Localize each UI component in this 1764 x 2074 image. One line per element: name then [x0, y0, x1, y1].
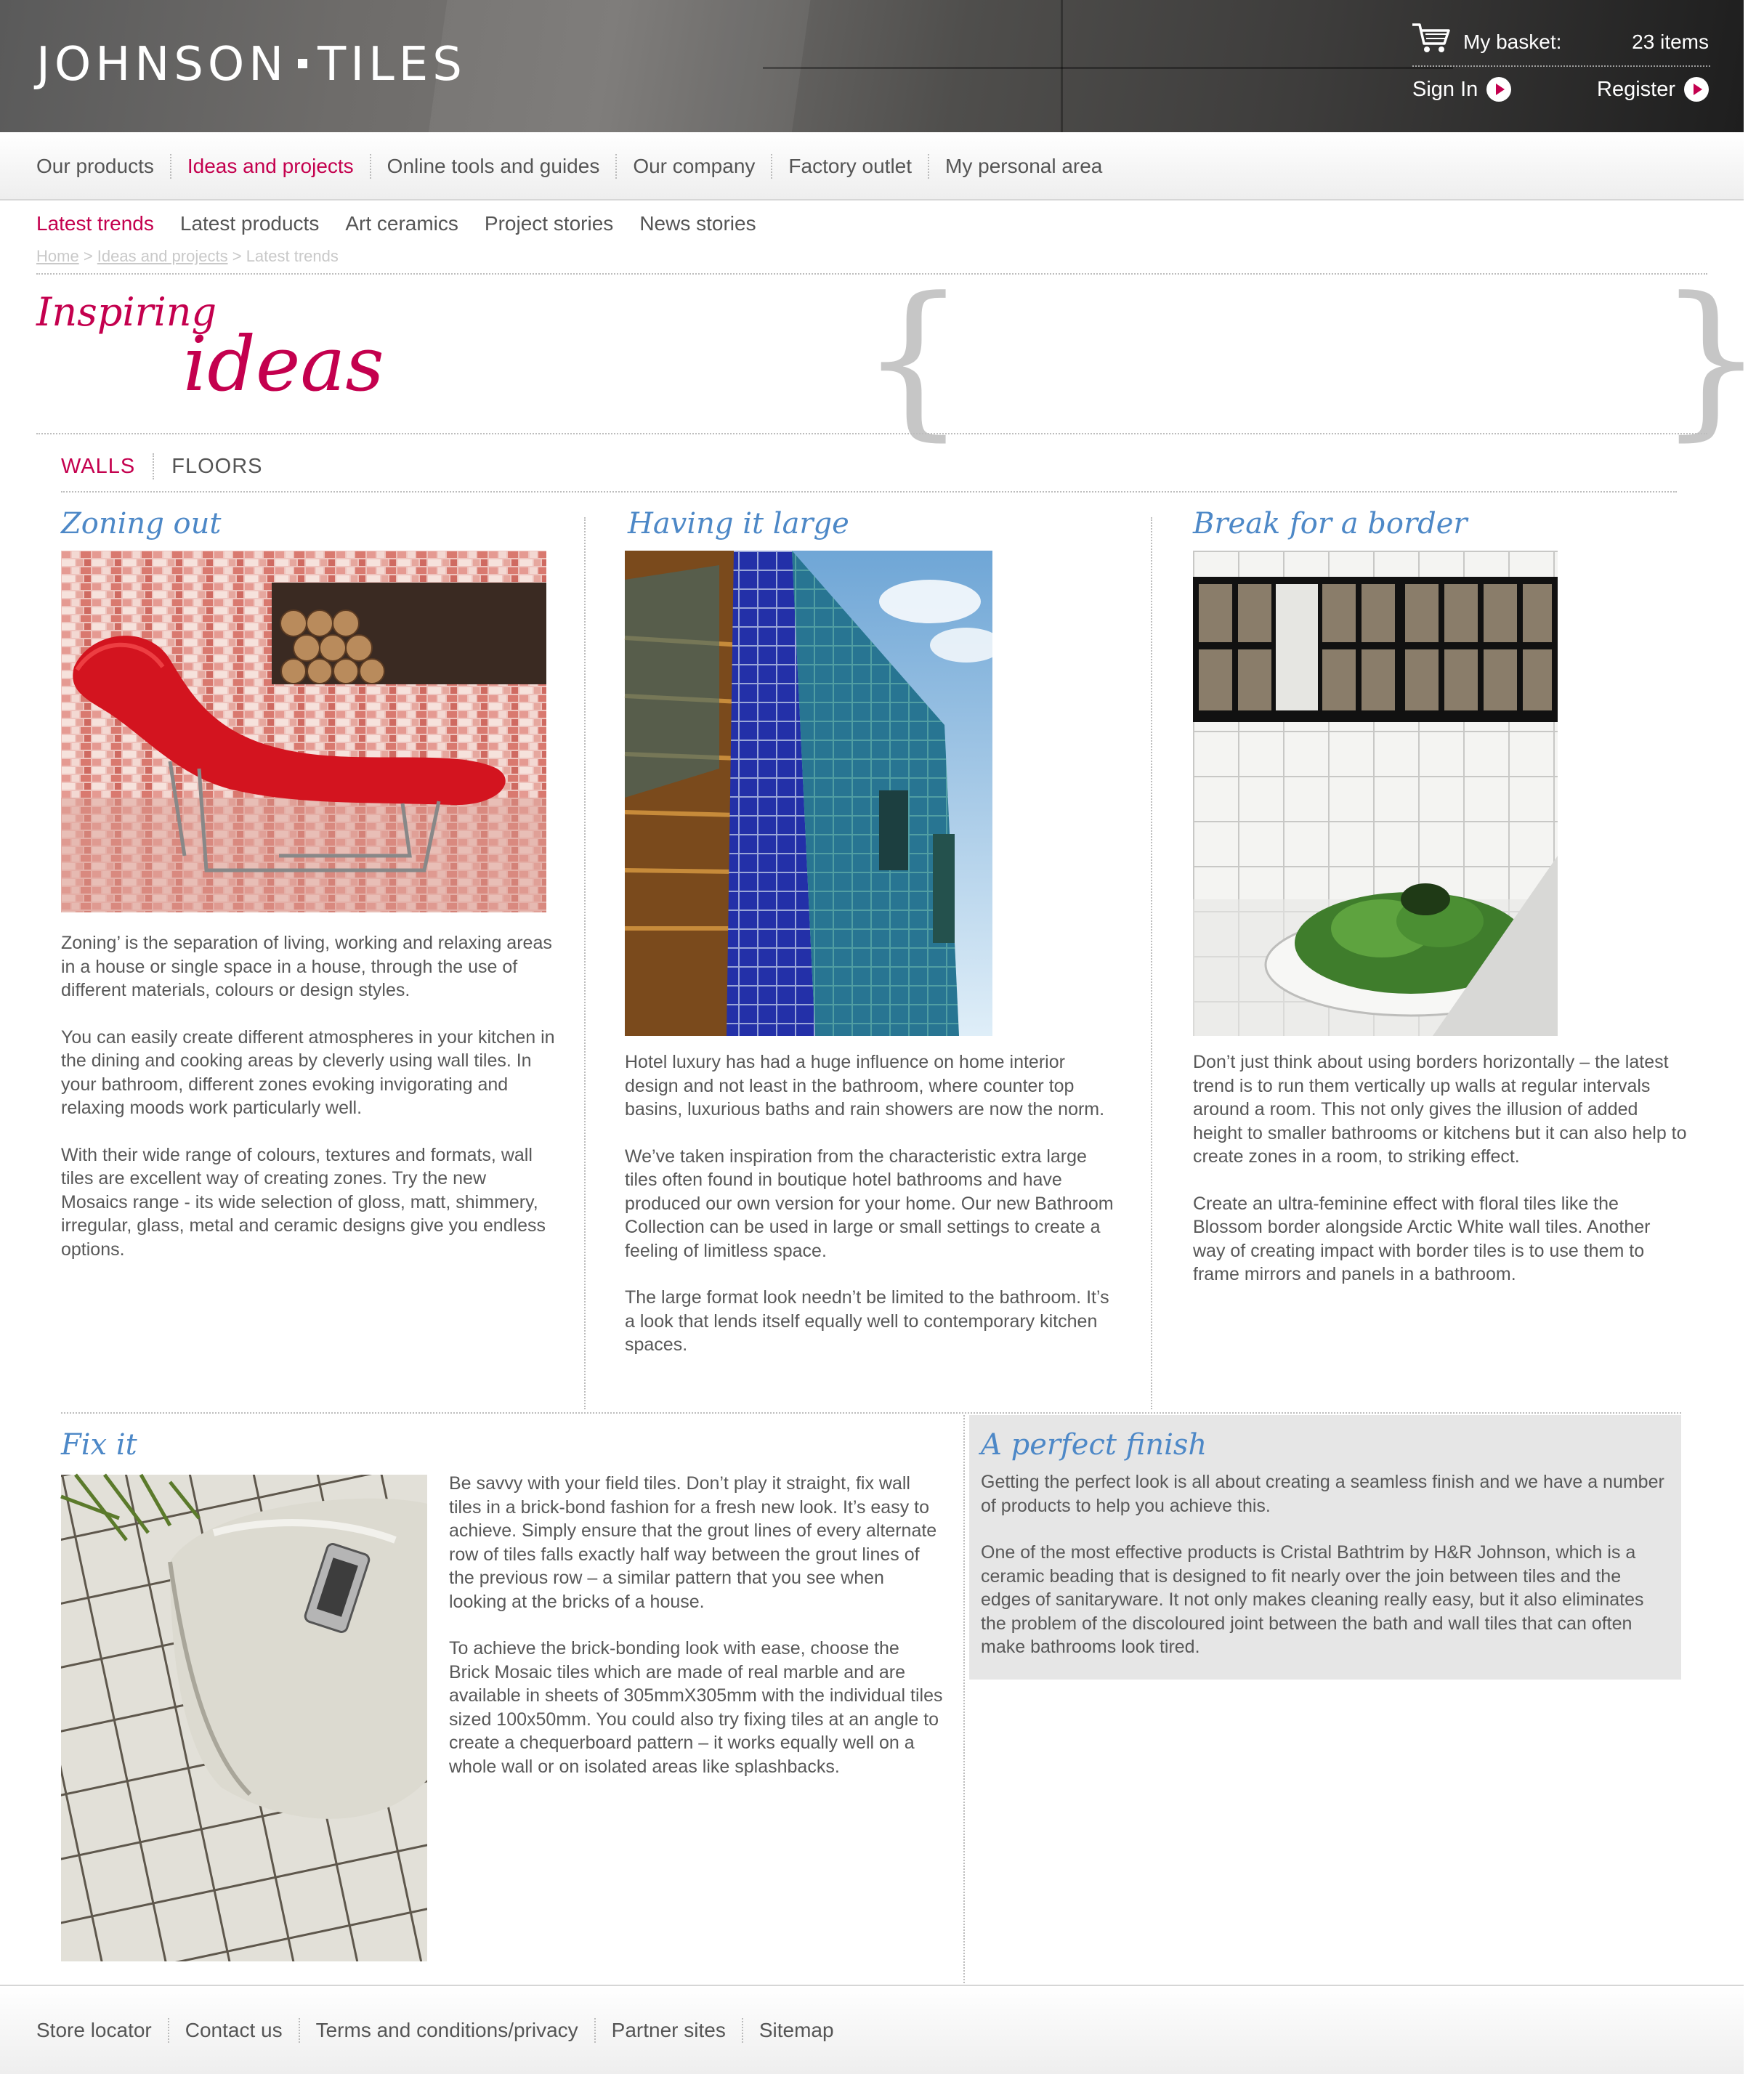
- paragraph: Create an ultra-feminine effect with floral tiles like the Blossom border alongside Arctic White wall tiles. Another way of creating impact with border tiles is to use them to frame mirrors and panels in a bathroom.: [1193, 1193, 1651, 1284]
- basket-icon[interactable]: [1411, 22, 1452, 54]
- site-footer: [0, 1985, 1744, 2074]
- paragraph: You can easily create different atmospheres in your kitchen in the dining and cooking areas by cleverly using wall tiles. In your bathroom, different zones evoking invigorating and relaxing moods work particularly well.: [61, 1026, 555, 1118]
- article-title-border[interactable]: Break for a border: [1193, 507, 1468, 540]
- sign-in-link[interactable]: [1412, 77, 1511, 102]
- footer-store-locator[interactable]: Store locator: [36, 2019, 152, 2041]
- column-divider: [963, 1415, 965, 1983]
- article-body-border: [1193, 1050, 1687, 1310]
- breadcrumb: [36, 247, 339, 266]
- article-title-finish[interactable]: A perfect finish: [981, 1428, 1207, 1462]
- breadcrumb-separator: >: [232, 247, 242, 265]
- logo-dot: [298, 59, 307, 68]
- divider: [36, 433, 1707, 434]
- header-divider: [1412, 65, 1710, 67]
- footer-sitemap[interactable]: Sitemap: [742, 2018, 850, 2043]
- banner-title-large: ideas: [183, 320, 384, 408]
- article-body-zoning: [61, 931, 555, 1284]
- footer-partner-sites[interactable]: Partner sites: [594, 2018, 742, 2043]
- basket-label[interactable]: My basket:: [1463, 31, 1562, 53]
- site-logo[interactable]: [36, 38, 466, 92]
- cushion-and-floor-tiles-image[interactable]: [61, 1475, 427, 1961]
- logo-word-johnson: JOHNSON: [36, 38, 288, 92]
- paragraph: One of the most effective products is Cristal Bathtrim by H&R Johnson, which is a ceramic beading that is designed to fit nearly over the join between tiles and the edges of sanitaryware. It not only makes cleaning really easy, but it also eliminates the problem of the discoloured joint between the bath and wall tiles that can often make bathrooms look tired.: [981, 1542, 1644, 1657]
- paragraph: Be savvy with your field tiles. Don’t play it straight, fix wall tiles in a brick-bond fashion for a fresh new look. It’s easy to achieve. Simply ensure that the grout lines of every alternate row of tiles falls exactly half way between the grout lines of the previous row – a similar pattern that you see when looking at the bricks of a house.: [449, 1473, 937, 1612]
- column-divider: [1151, 517, 1152, 1409]
- nav-our-company[interactable]: Our company: [615, 154, 771, 179]
- paragraph: The large format look needn’t be limited to the bathroom. It’s a look that lends itself equally well to contemporary kitchen spaces.: [625, 1287, 1109, 1355]
- logo-word-tiles: TILES: [317, 38, 466, 92]
- nav-our-products[interactable]: Our products: [36, 155, 154, 177]
- site-header: [0, 0, 1744, 132]
- footer-contact-us[interactable]: Contact us: [168, 2018, 299, 2043]
- article-body-fixit: [449, 1472, 943, 1802]
- paragraph: Don’t just think about using borders horizontally – the latest trend is to run them vertically up walls at regular intervals around a room. This not only gives the illusion of added height to smaller bathrooms or kitchens but it can also help to create zones in a room, to striking effect.: [1193, 1052, 1687, 1167]
- breadcrumb-home[interactable]: Home: [36, 247, 79, 265]
- paragraph: Zoning’ is the separation of living, working and relaxing areas in a house or single space in a house, through the use of different materials, colours or design styles.: [61, 933, 552, 1000]
- paragraph: We’ve taken inspiration from the characteristic extra large tiles often found in boutique hotel bathrooms and have produced our own version for your home. Our new Bathroom Collection can be used in large or small settings to create a feeling of limitless space.: [625, 1146, 1114, 1261]
- paragraph: Hotel luxury has had a huge influence on home interior design and not least in the bathroom, where counter top basins, luxurious baths and rain showers are now the norm.: [625, 1052, 1105, 1119]
- breadcrumb-ideas[interactable]: Ideas and projects: [97, 247, 228, 265]
- tab-separator: [153, 453, 154, 479]
- breadcrumb-separator: >: [83, 247, 93, 265]
- nav-factory-outlet[interactable]: Factory outlet: [771, 154, 928, 179]
- column-divider: [584, 517, 586, 1409]
- subnav-project-stories[interactable]: Project stories: [484, 212, 614, 235]
- sub-nav: [36, 212, 756, 235]
- blue-tiled-building-image[interactable]: [625, 551, 992, 1036]
- basket-count[interactable]: 23 items: [1632, 31, 1709, 53]
- tab-walls[interactable]: WALLS: [61, 454, 136, 478]
- subnav-news-stories[interactable]: News stories: [639, 212, 756, 235]
- article-title-large[interactable]: Having it large: [628, 507, 849, 540]
- paragraph: To achieve the brick-bonding look with ease, choose the Brick Mosaic tiles which are made of real marble and are available in sheets of 305mmX305mm with the individual tiles sized 100x50mm. You could also try fixing tiles at an angle to create a chequerboard pattern – it works equally well on a whole wall or on isolated areas like splashbacks.: [449, 1638, 943, 1777]
- banner-title-small: Inspiring: [36, 289, 217, 335]
- nav-online-tools[interactable]: Online tools and guides: [370, 154, 616, 179]
- article-body-finish: [981, 1470, 1671, 1682]
- sign-in-label: Sign In: [1412, 77, 1478, 101]
- register-label: Register: [1597, 77, 1675, 101]
- paragraph: Getting the perfect look is all about creating a seamless finish and we have a number of products to help you achieve this.: [981, 1472, 1664, 1516]
- article-body-large: [625, 1050, 1119, 1380]
- red-lounge-chair-image[interactable]: [61, 551, 546, 912]
- header-texture-line: [763, 67, 1453, 69]
- header-texture-seam: [1061, 0, 1063, 132]
- tile-border-image[interactable]: [1193, 551, 1558, 1036]
- main-nav: [0, 132, 1744, 200]
- divider: [61, 491, 1677, 493]
- tab-floors[interactable]: FLOORS: [171, 454, 263, 478]
- nav-personal-area[interactable]: My personal area: [928, 154, 1118, 179]
- arrow-right-icon: [1486, 77, 1511, 102]
- subnav-latest-trends[interactable]: Latest trends: [36, 212, 154, 235]
- right-brace-decoration: }: [1658, 262, 1764, 456]
- subnav-art-ceramics[interactable]: Art ceramics: [345, 212, 458, 235]
- walls-floors-tabs: [61, 453, 263, 479]
- divider: [61, 1412, 1681, 1414]
- paragraph: With their wide range of colours, textures and formats, wall tiles are excellent way of creating zones. Try the new Mosaics range - its wide selection of gloss, matt, shimmery, irregular, glass, metal and ceramic designs give you endless options.: [61, 1144, 546, 1260]
- nav-ideas-and-projects[interactable]: Ideas and projects: [170, 154, 370, 179]
- left-brace-decoration: {: [860, 262, 967, 456]
- article-title-fixit[interactable]: Fix it: [61, 1428, 137, 1462]
- article-title-zoning[interactable]: Zoning out: [61, 507, 222, 540]
- breadcrumb-current: Latest trends: [246, 247, 339, 265]
- subnav-latest-products[interactable]: Latest products: [179, 212, 320, 235]
- footer-terms[interactable]: Terms and conditions/privacy: [299, 2018, 594, 2043]
- register-link[interactable]: [1597, 77, 1709, 102]
- arrow-right-icon: [1684, 77, 1709, 102]
